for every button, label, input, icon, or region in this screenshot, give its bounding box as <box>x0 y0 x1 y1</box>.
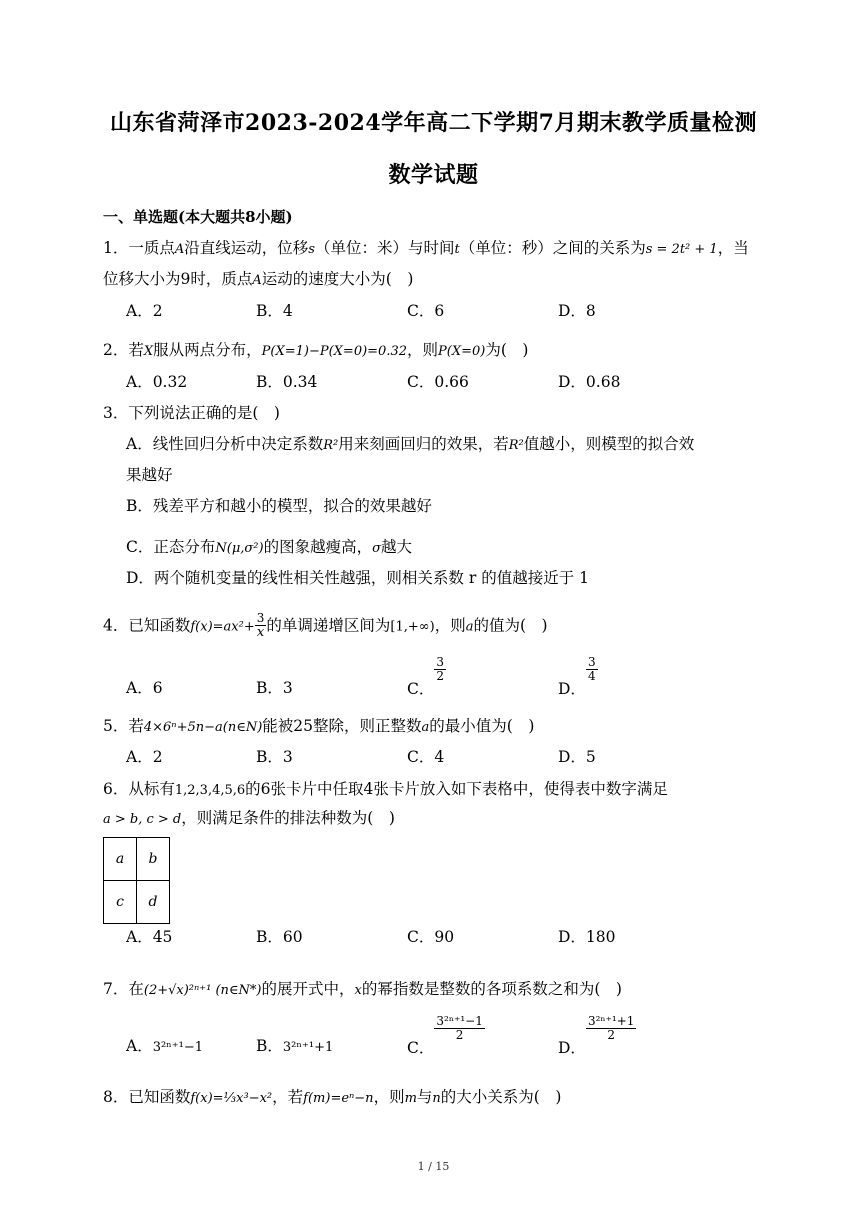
q3-option-a-line2: 果越好 <box>126 466 173 484</box>
q2-option-b: B．0.34 <box>256 373 318 391</box>
card-table <box>103 837 170 924</box>
question-3-stem: 3．下列说法正确的是( ) <box>103 404 280 422</box>
question-8-stem: 8．已知函数f(x)=⅓x³−x²，若f(m)=eⁿ−n，则m与n的大小关系为( ) <box>103 1088 562 1106</box>
question-1-stem-line2: 位移大小为9时，质点A运动的速度大小为( ) <box>103 270 414 288</box>
q6-option-c: C．90 <box>407 928 455 946</box>
q3-option-a: A．线性回归分析中决定系数R²用来刻画回归的效果，若R²值越小，则模型的拟合效 <box>126 435 695 453</box>
q7-option-b: B．3²ⁿ⁺¹+1 <box>256 1037 334 1055</box>
q5-option-d: D．5 <box>558 748 596 766</box>
q7-option-a: A．3²ⁿ⁺¹−1 <box>126 1037 204 1055</box>
q2-option-c: C．0.66 <box>407 373 469 391</box>
table-cell-b: b <box>137 838 170 881</box>
q4-fraction: $\frac{3}{x}$ <box>256 611 265 641</box>
q5-option-a: A．2 <box>126 748 163 766</box>
question-2-stem: 2．若X服从两点分布，P(X=1)−P(X=0)=0.32，则P(X=0)为( ) <box>103 341 529 359</box>
question-5-stem: 5．若4×6ⁿ+5n−a(n∈N)能被25整除，则正整数a的最小值为( ) <box>103 717 535 735</box>
table-cell-c: c <box>104 881 137 924</box>
q7-option-d: D． $\frac{\text{3²ⁿ⁺¹+1}}{2}$ <box>558 1014 635 1057</box>
question-6-stem-line2: a > b, c > d，则满足条件的排法种数为( ) <box>103 809 395 827</box>
q2-option-d: D．0.68 <box>558 373 621 391</box>
q3-option-c: C．正态分布N(μ,σ²)的图象越瘦高，σ越大 <box>126 538 412 556</box>
q6-option-d: D．180 <box>558 928 616 946</box>
question-4-stem: 4．已知函数f(x)=ax²+ $\frac{3}{x}$ 的单调递增区间为[1,+∞)，则a的值为( ) <box>103 611 548 641</box>
q1-option-a: A．2 <box>126 302 163 320</box>
q1-option-c: C．6 <box>407 302 445 320</box>
q2-option-a: A．0.32 <box>126 373 188 391</box>
q3-option-b: B．残差平方和越小的模型，拟合的效果越好 <box>126 497 432 515</box>
q4-option-d: D． $\frac{3}{4}$ <box>558 655 596 698</box>
table-cell-d: d <box>137 881 170 924</box>
q5-option-c: C．4 <box>407 748 445 766</box>
section-heading: 一、单选题(本大题共8小题) <box>103 208 293 226</box>
q1-option-d: D．8 <box>558 302 596 320</box>
title-line1: 山东省菏泽市2023-2024学年高二下学期7月期末教学质量检测 <box>110 110 757 136</box>
q3-option-d: D．两个随机变量的线性相关性越强，则相关系数 r 的值越接近于 1 <box>126 569 589 587</box>
question-7-stem: 7．在(2+√x)²ⁿ⁺¹ (n∈N*)的展开式中，x的幂指数是整数的各项系数之和为( ) <box>103 980 622 998</box>
q4-option-a: A．6 <box>126 679 163 697</box>
q4-option-b: B．3 <box>256 679 293 697</box>
q1-option-b: B．4 <box>256 302 293 320</box>
q5-option-b: B．3 <box>256 748 293 766</box>
q6-option-b: B．60 <box>256 928 303 946</box>
question-6-stem: 6．从标有1,2,3,4,5,6的6张卡片中任取4张卡片放入如下表格中，使得表中数字满足 <box>103 780 668 798</box>
q4-option-c: C． $\frac{3}{2}$ <box>407 655 445 698</box>
q6-option-a: A．45 <box>126 928 173 946</box>
page-number: 1 / 15 <box>417 1160 450 1173</box>
table-cell-a: a <box>104 838 137 881</box>
title-line2: 数学试题 <box>388 162 479 188</box>
question-1-stem: 1．一质点A沿直线运动，位移s（单位：米）与时间t（单位：秒）之间的关系为s = 2t² + 1，当 <box>103 239 749 257</box>
q7-option-c: C． $\frac{\text{3²ⁿ⁺¹−1}}{2}$ <box>407 1014 483 1057</box>
